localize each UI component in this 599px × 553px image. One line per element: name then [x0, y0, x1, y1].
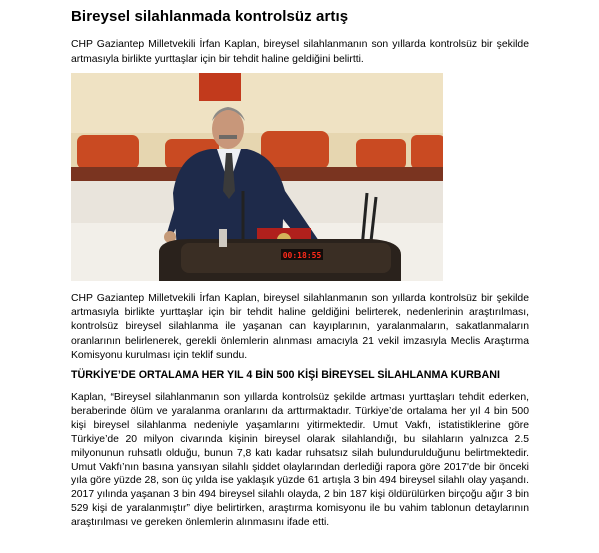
- article-subheading: TÜRKİYE’DE ORTALAMA HER YIL 4 BİN 500 KİŞİ BİREYSEL SİLAHLANMA KURBANI: [71, 369, 500, 381]
- article-title: Bireysel silahlanmada kontrolsüz artış: [71, 8, 349, 25]
- podium-timer: 00:18:55: [282, 251, 322, 260]
- article-paragraph-1: CHP Gaziantep Milletvekili İrfan Kaplan, bireysel silahlanmanın son yıllarda kontrolsüz bir şekilde artmasıyla birlikte yurttaşlar için bir tehdit haline geldiğini belirterek, nedenlerinin araştırılması, kontrolsüz bireysel silahlanma ile yaşanan can kayıplarının, yaralanmaların, sakatlanmaların oranlarının belirlenerek, gerekli önlemlerin alınması amacıyla 21 vekil imzasıyla Meclis Araştırma Komisyonu kurulması için teklif sundu.: [71, 293, 529, 361]
- article-lead: CHP Gaziantep Milletvekili İrfan Kaplan, bireysel silahlanmanın son yıllarda kontrolsüz bir şekilde artmasıyla birlikte yurttaşlar için bir tehdit haline geldiğini belirtti.: [71, 39, 529, 65]
- article-photo: [71, 73, 443, 281]
- article-paragraph-2: Kaplan, “Bireysel silahlanmanın son yıllarda kontrolsüz şekilde artması yurttaşları tehdit ederken, beraberinde ölüm ve yaralanma oranlarını da arttırmaktadır. Türkiye’de ortalama her yıl 4 bin 500 kişi bireysel silahlanma nedeniyle yaşamlarını yitirmektedir. Umut Vakfı, istatistiklerine göre Türkiye’de 20 milyon civarında kişinin bireysel olarak silahlandığı, bu silahların yalnızca 2.5 milyonunun ruhsatlı olduğu, bunun 7,8 katı kadar ruhsatsız silah bulundurulduğunu belirtmektedir. Umut Vakfı’nın basına yansıyan silahlı şiddet olaylarından derlediği rapora göre 2017'de bir önceki yıla göre yüzde 28, son üç yılda ise yaklaşık yüzde 61 artışla 3 bin 494 bireysel silahlı olay yaşandı. 2017 yılında yaşanan 3 bin 494 bireysel silahlı olayda, 2 bin 187 kişi öldürülürken birçoğu ağır 3 bin 529 kişi de yaralanmıştır” diye belirtirken, araştırma komisyonu ile bu vahim tablonun detaylarının araştırılması ve gereken önlemlerin alınmasını ifade etti.: [71, 392, 529, 529]
